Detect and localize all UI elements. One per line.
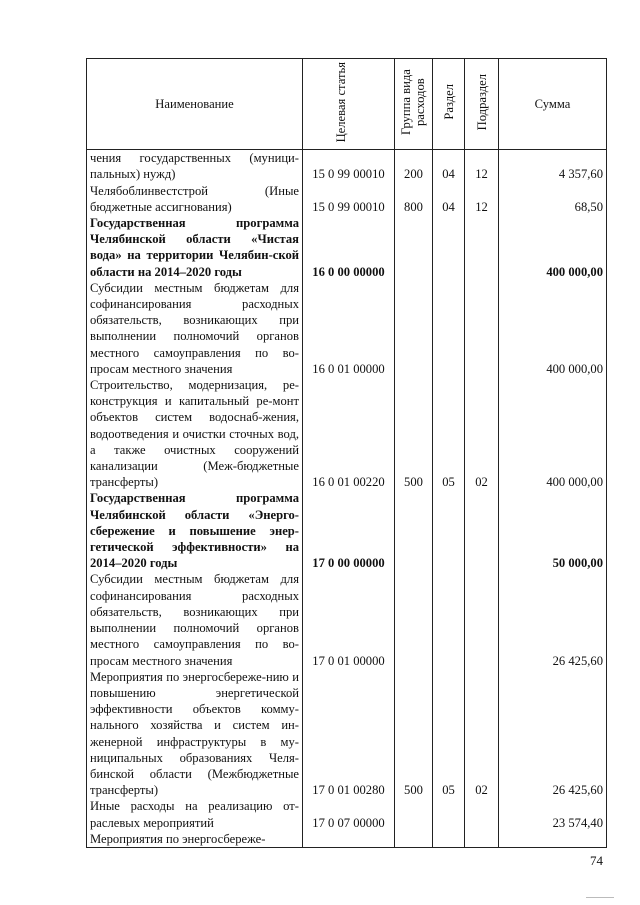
row-name: Мероприятия по энергосбереже- xyxy=(87,831,303,848)
row-subsection xyxy=(465,571,499,668)
row-sum: 26 425,60 xyxy=(499,571,607,668)
row-group: 500 xyxy=(395,377,433,490)
row-target-code: 15 0 99 00010 xyxy=(303,150,395,183)
table-row xyxy=(87,798,607,830)
row-sum: 400 000,00 xyxy=(499,215,607,280)
table-row xyxy=(87,571,607,668)
row-group: 800 xyxy=(395,183,433,215)
row-name: Субсидии местным бюджетам для софинансирования расходных обязательств, возникающих при выполнении полномочий органов местного самоуправления по во-просам местного значения xyxy=(87,280,303,377)
row-section: 05 xyxy=(433,377,465,490)
row-group: 500 xyxy=(395,669,433,799)
row-section xyxy=(433,215,465,280)
row-sum: 4 357,60 xyxy=(499,150,607,183)
row-subsection xyxy=(465,798,499,830)
row-group xyxy=(395,831,433,848)
row-sum: 50 000,00 xyxy=(499,490,607,571)
header-subsection xyxy=(465,59,499,150)
table-row xyxy=(87,669,607,799)
row-target-code: 17 0 00 00000 xyxy=(303,490,395,571)
row-section: 04 xyxy=(433,183,465,215)
row-group: 200 xyxy=(395,150,433,183)
row-name: чения государственных (муници-пальных) нужд) xyxy=(87,150,303,183)
header-group xyxy=(395,59,433,150)
page-number: 74 xyxy=(590,853,603,868)
row-target-code xyxy=(303,831,395,848)
row-target-code: 17 0 07 00000 xyxy=(303,798,395,830)
row-subsection xyxy=(465,490,499,571)
row-section: 04 xyxy=(433,150,465,183)
table-row xyxy=(87,831,607,848)
row-subsection: 12 xyxy=(465,150,499,183)
row-section xyxy=(433,571,465,668)
row-group xyxy=(395,798,433,830)
row-name: Государственная программа Челябинской области «Энерго-сбережение и повышение энер-гетической эффективности» на 2014–2020 годы xyxy=(87,490,303,571)
header-group-label: Группа вида расходов xyxy=(398,69,427,135)
row-name: Мероприятия по энергосбереже-нию и повышению энергетической эффективности объектов комму-нального хозяйства и систем ин-женерной инфраструктуры в му-ниципальных образованиях Челя-бинской области (Межбюджетные трансферты) xyxy=(87,669,303,799)
row-subsection: 02 xyxy=(465,669,499,799)
row-target-code: 16 0 01 00220 xyxy=(303,377,395,490)
header-target-label: Целевая статья xyxy=(333,61,348,143)
table-row xyxy=(87,280,607,377)
row-target-code: 16 0 00 00000 xyxy=(303,215,395,280)
header-subsection-label: Подраздел xyxy=(474,73,489,131)
row-sum: 400 000,00 xyxy=(499,377,607,490)
row-name: Государственная программа Челябинской области «Чистая вода» на территории Челябин-ской области на 2014–2020 годы xyxy=(87,215,303,280)
row-target-code: 16 0 01 00000 xyxy=(303,280,395,377)
row-target-code: 17 0 01 00280 xyxy=(303,669,395,799)
table-row xyxy=(87,377,607,490)
header-row xyxy=(87,59,607,150)
table-row xyxy=(87,490,607,571)
row-section xyxy=(433,798,465,830)
row-subsection xyxy=(465,215,499,280)
row-name: Субсидии местным бюджетам для софинансирования расходных обязательств, возникающих при выполнении полномочий органов местного самоуправления по во-просам местного значения xyxy=(87,571,303,668)
row-subsection: 02 xyxy=(465,377,499,490)
row-sum: 23 574,40 xyxy=(499,798,607,830)
row-target-code: 15 0 99 00010 xyxy=(303,183,395,215)
header-section xyxy=(433,59,465,150)
row-section: 05 xyxy=(433,669,465,799)
row-section xyxy=(433,831,465,848)
row-sum: 26 425,60 xyxy=(499,669,607,799)
row-group xyxy=(395,571,433,668)
row-subsection xyxy=(465,831,499,848)
header-sum: Сумма xyxy=(499,59,607,150)
row-name: Строительство, модернизация, ре-конструкция и капитальный ре-монт объектов систем водоснаб-жения, водоотведения и очистки сточных вод, а также очистных сооружений канализации (Меж-бюджетные трансферты) xyxy=(87,377,303,490)
row-subsection xyxy=(465,280,499,377)
row-name: Челябоблинвестстрой (Иные бюджетные ассигнования) xyxy=(87,183,303,215)
scan-edge-mark xyxy=(586,897,614,898)
header-target xyxy=(303,59,395,150)
table-row xyxy=(87,183,607,215)
row-sum: 400 000,00 xyxy=(499,280,607,377)
header-name: Наименование xyxy=(87,59,303,150)
row-group xyxy=(395,215,433,280)
table-row xyxy=(87,215,607,280)
row-group xyxy=(395,280,433,377)
row-section xyxy=(433,490,465,571)
table-row xyxy=(87,150,607,183)
row-sum: 68,50 xyxy=(499,183,607,215)
header-section-label: Раздел xyxy=(441,84,456,120)
row-target-code: 17 0 01 00000 xyxy=(303,571,395,668)
row-name: Иные расходы на реализацию от-раслевых мероприятий xyxy=(87,798,303,830)
row-group xyxy=(395,490,433,571)
row-subsection: 12 xyxy=(465,183,499,215)
budget-table xyxy=(86,58,607,848)
row-section xyxy=(433,280,465,377)
row-sum xyxy=(499,831,607,848)
